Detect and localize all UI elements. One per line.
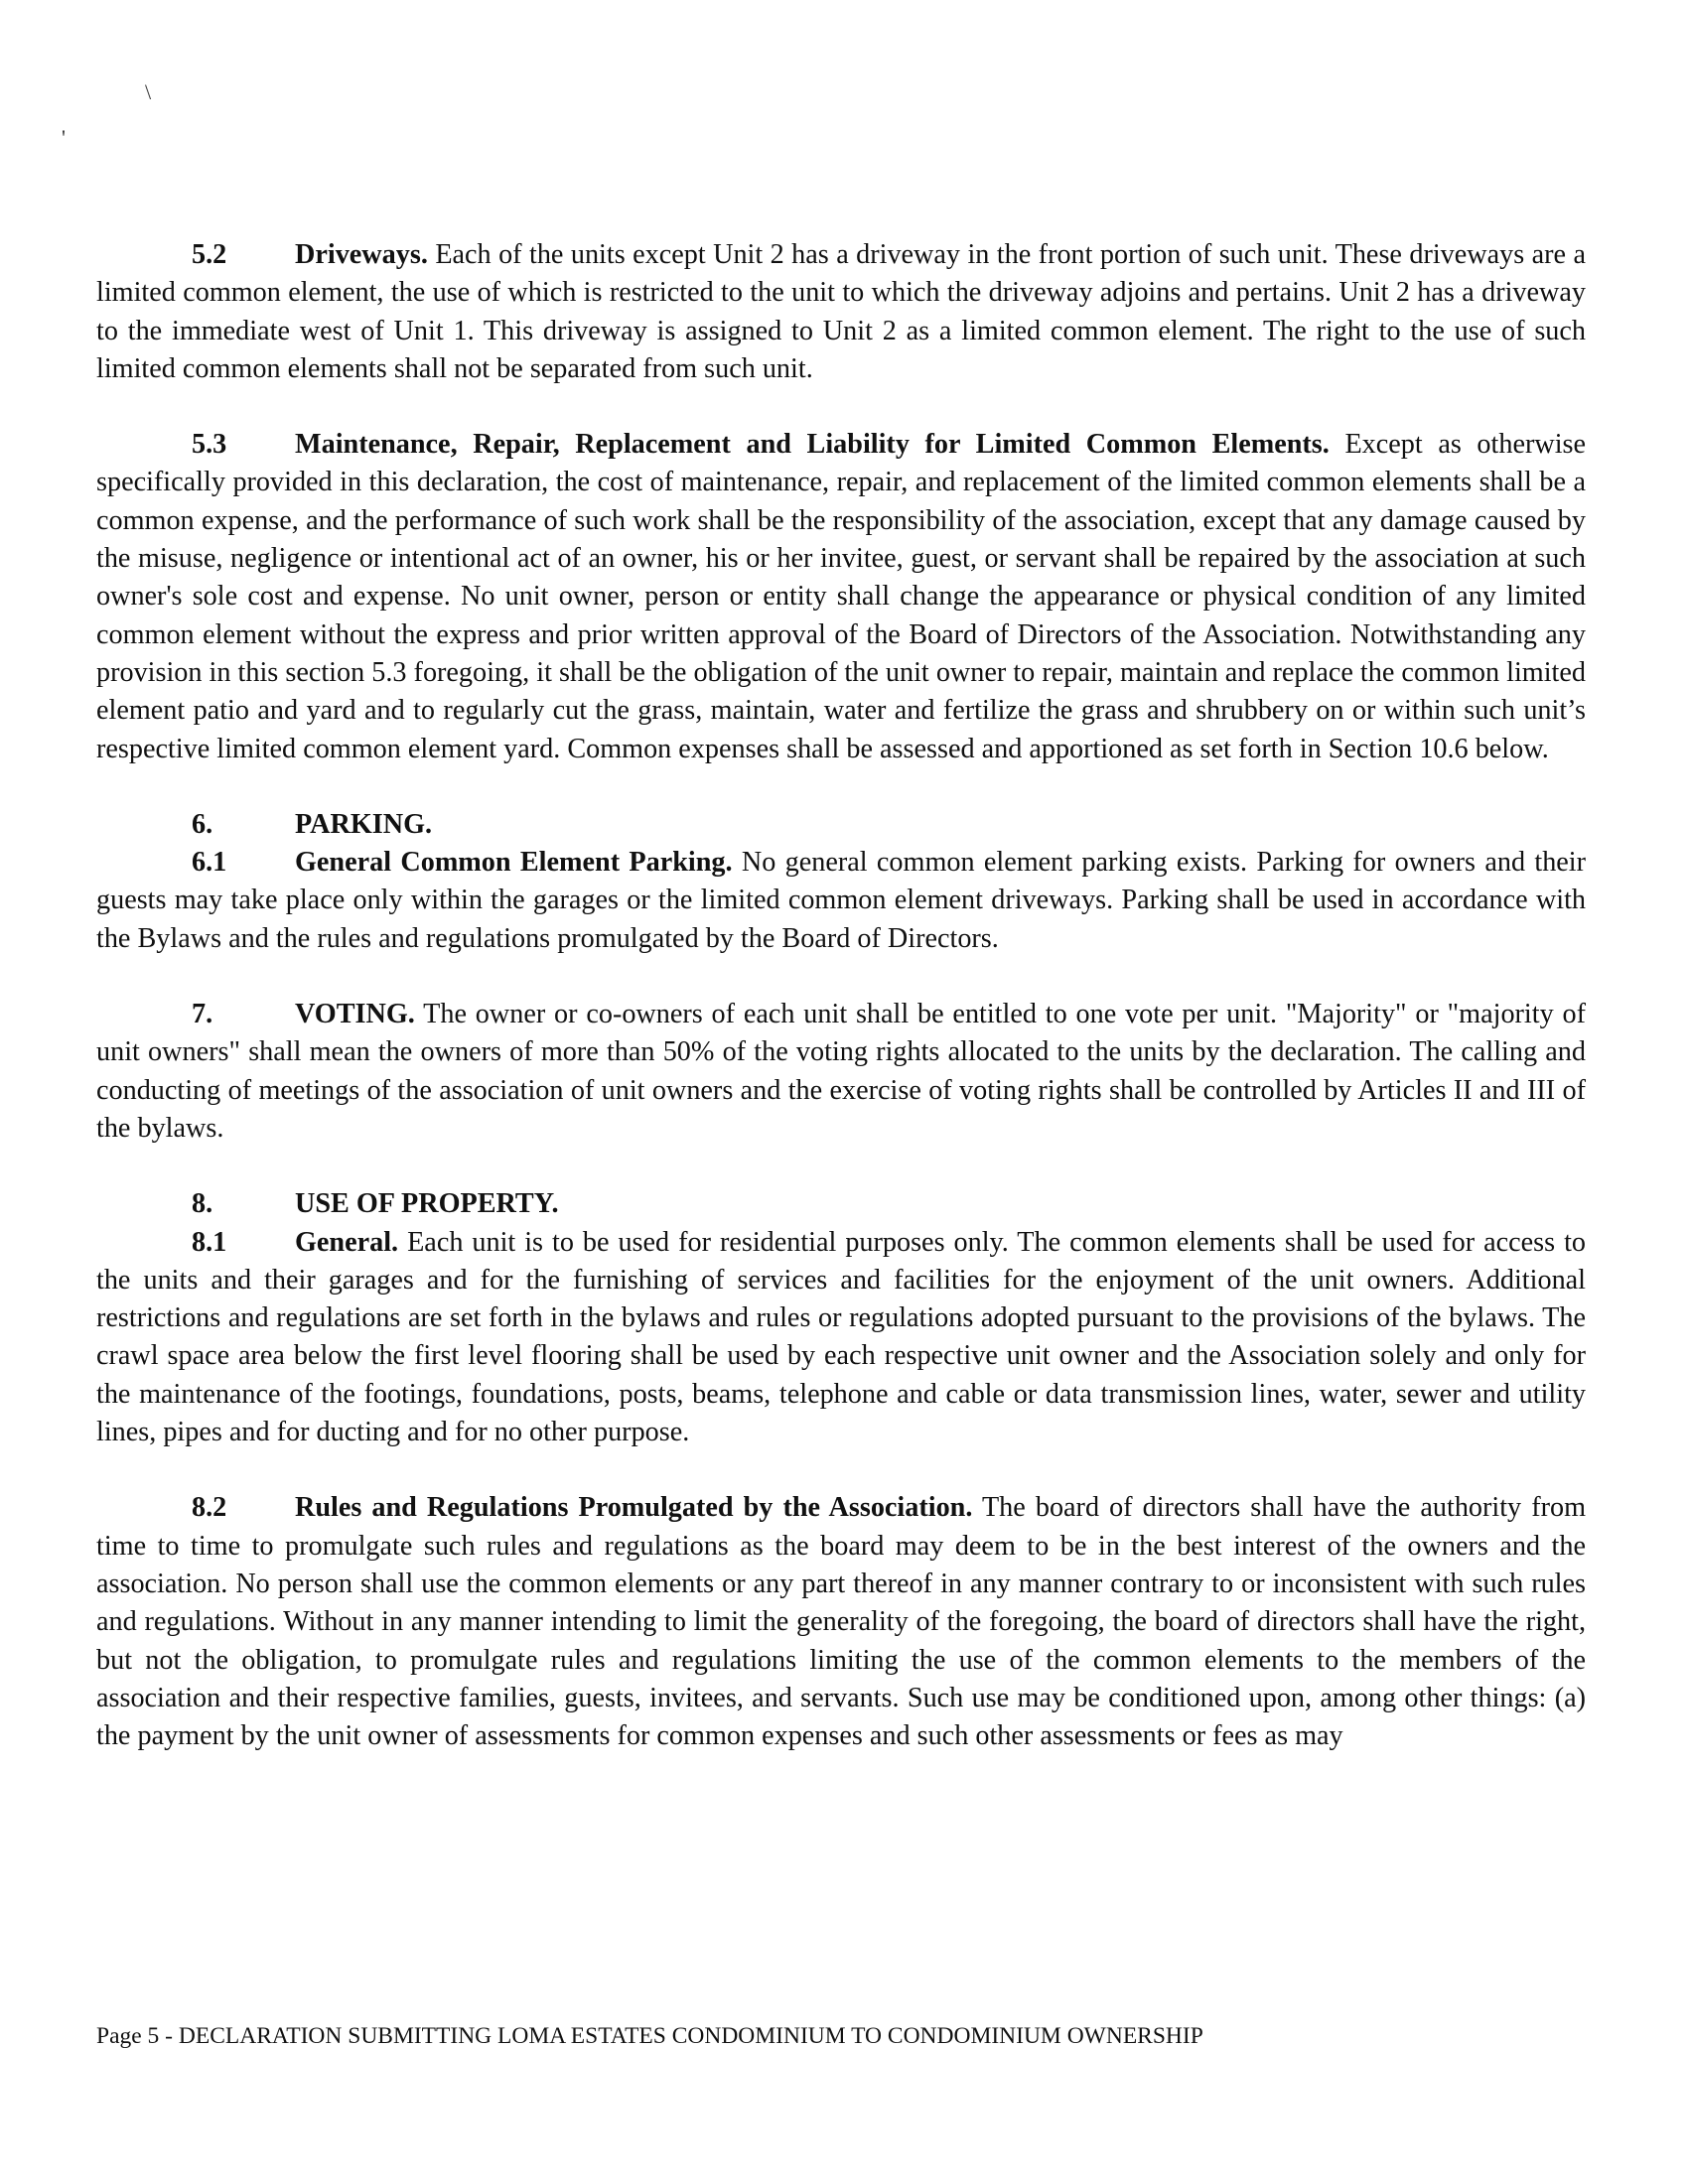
document-body [96,236,1586,1755]
section-8-1 [96,1224,1586,1452]
section-6 [96,806,1586,844]
section-heading: General Common Element Parking. [295,847,733,879]
section-number: 7. [192,999,213,1030]
section-number: 5.3 [192,429,227,461]
section-6-1 [96,844,1586,958]
section-body: Except as otherwise specifically provided in this declaration, the cost of maintenance, repair, and replacement of the limited common elements shall be a common expense, and the performance of such work shall be the responsibility of the association, except that any damage caused by the misuse, negligence or intentional act of an owner, his or her invitee, guest, or servant shall be repaired by the association at such owner's sole cost and expense. No unit owner, person or entity shall change the appearance or physical condition of any limited common element without the express and prior written approval of the Board of Directors of the Association. Notwithstanding any provision in this section 5.3 foregoing, it shall be the obligation of the unit owner to repair, maintain and replace the common limited element patio and yard and to regularly cut the grass, maintain, water and fertilize the grass and shrubbery on or within such unit’s respective limited common element yard. Common expenses shall be assessed and apportioned as set forth in Section 10.6 below. [96,429,1587,764]
section-heading: Driveways. [295,239,428,270]
section-body: Each unit is to be used for residential purposes only. The common elements shall be used for access to the units and their garages and for the furnishing of services and facilities for the enjoyment of the unit owners. Additional restrictions and regulations are set forth in the bylaws and rules or regulations adopted pursuant to the provisions of the bylaws. The crawl space area below the first level flooring shall be used by each respective unit owner and the Association solely and only for the maintenance of the footings, foundations, posts, beams, telephone and cable or data transmission lines, water, sewer and utility lines, pipes and for ducting and for no other purpose. [96,1226,1587,1448]
section-number: 8.1 [192,1226,227,1258]
section-5-2 [96,236,1586,388]
section-heading: PARKING. [295,808,433,840]
section-body: Each of the units except Unit 2 has a driveway in the front portion of such unit. These driveways are a limited common element, the use of which is restricted to the unit to which the driveway adjoins and pertains. Unit 2 has a driveway to the immediate west of Unit 1. This driveway is assigned to Unit 2 as a limited common element. The right to the use of such limited common elements shall not be separated from such unit. [96,239,1586,384]
section-number: 8. [192,1188,213,1220]
section-8 [96,1185,1586,1223]
section-8-2 [96,1489,1586,1755]
section-number: 6.1 [192,847,227,879]
section-body: No general common element parking exists. Parking for owners and their guests may take place only within the garages or the limited common element driveways. Parking shall be used in accordance with the Bylaws and the rules and regulations promulgated by the Board of Directors. [96,847,1587,954]
section-number: 6. [192,808,213,840]
section-heading: USE OF PROPERTY. [295,1188,559,1220]
section-number: 5.2 [192,239,227,270]
section-heading: Maintenance, Repair, Replacement and Liability for Limited Common Elements. [295,429,1330,461]
section-heading: VOTING. [295,999,415,1030]
section-heading: Rules and Regulations Promulgated by the Association. [295,1492,973,1524]
page-footer: Page 5 - DECLARATION SUBMITTING LOMA ESTATES CONDOMINIUM TO CONDOMINIUM OWNERSHIP [96,2023,1203,2049]
section-number: 8.2 [192,1492,227,1524]
section-body: The board of directors shall have the authority from time to time to promulgate such rules and regulations as the board may deem to be in the best interest of the owners and the association. No person shall use the common elements or any part thereof in any manner contrary to or inconsistent with such rules and regulations. Without in any manner intending to limit the generality of the foregoing, the board of directors shall have the right, but not the obligation, to promulgate rules and regulations limiting the use of the common elements to the members of the association and their respective families, guests, invitees, and servants. Such use may be conditioned upon, among other things: (a) the payment by the unit owner of assessments for common expenses and such other assessments or fees as may [96,1492,1586,1752]
section-body: The owner or co-owners of each unit shall be entitled to one vote per unit. "Majority" or "majority of unit owners" shall mean the owners of more than 50% of the voting rights allocated to the units by the declaration. The calling and conducting of meetings of the association of unit owners and the exercise of voting rights shall be controlled by Articles II and III of the bylaws. [96,999,1586,1144]
scan-speck: \ [145,79,152,104]
scan-speck: ' [62,125,66,150]
section-heading: General. [295,1226,399,1258]
section-5-3 [96,426,1586,768]
section-7 [96,996,1586,1148]
